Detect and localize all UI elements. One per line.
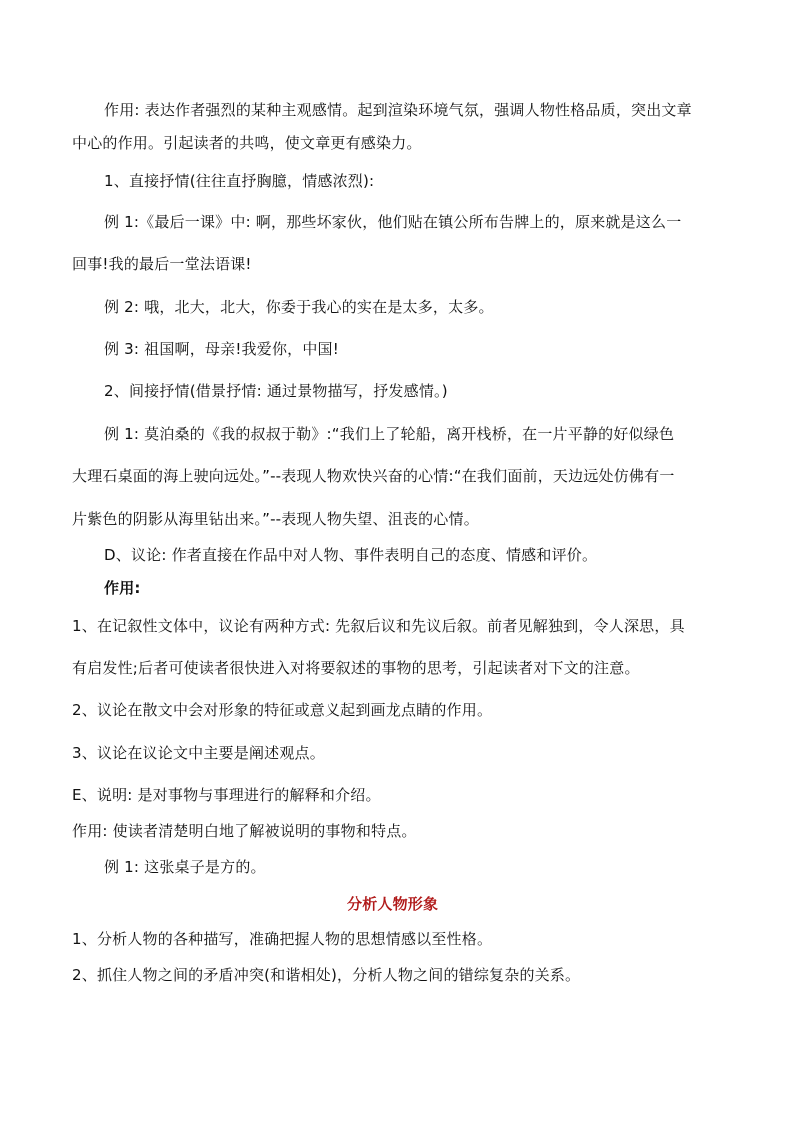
indirect-example-line-2: 大理石桌面的海上驶向远处。”--表现人物欢快兴奋的心情:“在我们面前，天边远处仿佛有一 [72, 467, 675, 485]
indirect-example-line-1: 例 1: 莫泊桑的《我的叔叔于勒》:“我们上了轮船，离开栈桥，在一片平静的好似绿色 [104, 425, 675, 443]
discussion-heading: D、议论: 作者直接在作品中对人物、事件表明自己的态度、情感和评价。 [104, 546, 598, 564]
paragraph-function-line-1: 作用: 表达作者强烈的某种主观感情。起到渲染环境气氛，强调人物性格品质，突出文章 [104, 101, 692, 119]
discussion-point-1-line-2: 有启发性;后者可使读者很快进入对将要叙述的事物的思考，引起读者对下文的注意。 [72, 659, 640, 677]
indirect-lyric-heading: 2、间接抒情(借景抒情: 通过景物描写，抒发感情。) [104, 382, 448, 400]
character-analysis-point-1: 1、分析人物的各种描写，准确把握人物的思想情感以至性格。 [72, 930, 493, 948]
example-1-line-2: 回事!我的最后一堂法语课! [72, 255, 252, 273]
example-2: 例 2: 哦，北大，北大，你委于我心的实在是太多，太多。 [104, 298, 494, 316]
direct-lyric-heading: 1、直接抒情(往往直抒胸臆，情感浓烈): [104, 172, 375, 190]
example-3: 例 3: 祖国啊，母亲!我爱你，中国! [104, 340, 339, 358]
discussion-point-2: 2、议论在散文中会对形象的特征或意义起到画龙点睛的作用。 [72, 701, 493, 719]
explanation-example: 例 1: 这张桌子是方的。 [104, 858, 266, 876]
discussion-point-3: 3、议论在议论文中主要是阐述观点。 [72, 744, 325, 762]
discussion-function-label: 作用: [104, 579, 141, 597]
paragraph-function-line-2: 中心的作用。引起读者的共鸣，使文章更有感染力。 [72, 134, 422, 152]
section-title-character-analysis: 分析人物形象 [347, 895, 439, 913]
example-1-line-1: 例 1:《最后一课》中: 啊，那些坏家伙，他们贴在镇公所布告牌上的，原来就是这么一 [104, 213, 682, 231]
explanation-heading: E、说明: 是对事物与事理进行的解释和介绍。 [72, 786, 381, 804]
explanation-function: 作用: 使读者清楚明白地了解被说明的事物和特点。 [72, 822, 417, 840]
indirect-example-line-3: 片紫色的阴影从海里钻出来。”--表现人物失望、沮丧的心情。 [72, 510, 479, 528]
discussion-point-1-line-1: 1、在记叙性文体中，议论有两种方式: 先叙后议和先议后叙。前者见解独到，令人深思，具 [72, 617, 685, 635]
character-analysis-point-2: 2、抓住人物之间的矛盾冲突(和谐相处)，分析人物之间的错综复杂的关系。 [72, 966, 581, 984]
